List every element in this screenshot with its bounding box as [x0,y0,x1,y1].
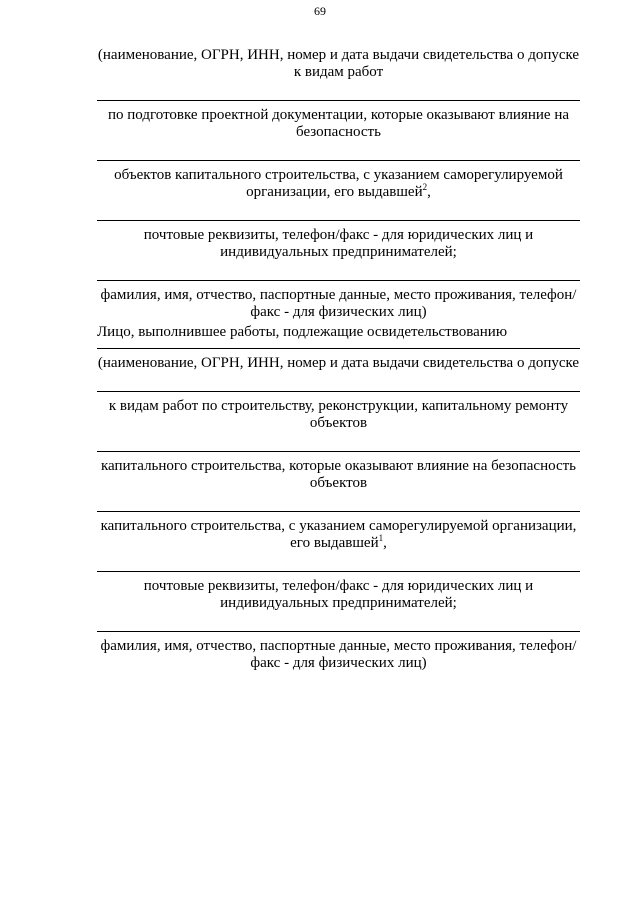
caption-tail: , [427,184,431,200]
field-caption [97,398,580,432]
caption-text: по подготовке проектной документации, которые оказывают влияние на безопасность [107,107,570,140]
body-text [97,324,580,341]
caption-text: к видам работ по строительству, реконструкции, капитальному ремонту объектов [108,398,569,431]
field-caption [97,518,580,552]
field-caption [97,227,580,261]
field-caption [97,578,580,612]
field-caption [97,638,580,672]
page-number: 69 [314,4,326,18]
caption-text: капитального строительства, которые оказывают влияние на безопасность объектов [100,458,577,491]
fill-in-line [97,511,580,512]
footnote-marker: 2 [422,182,428,192]
caption-text: Лицо, выполнившее работы, подлежащие освидетельствованию [97,324,508,340]
caption-text: объектов капитального строительства, с указанием саморегулируемой организации, его выдавшей [114,167,563,200]
fill-in-line [97,100,580,101]
fill-in-line [97,348,580,349]
caption-text: фамилия, имя, отчество, паспортные данные, место проживания, телефон/факс - для физических лиц) [100,638,577,671]
fill-in-line [97,451,580,452]
document-body [97,47,580,672]
fill-in-line [97,220,580,221]
caption-text: (наименование, ОГРН, ИНН, номер и дата выдачи свидетельства о допуске к видам работ [97,47,580,80]
caption-text: фамилия, имя, отчество, паспортные данные, место проживания, телефон/факс - для физических лиц) [100,287,577,320]
caption-text: (наименование, ОГРН, ИНН, номер и дата выдачи свидетельства о допуске [97,355,580,371]
fill-in-line [97,571,580,572]
field-caption [97,287,580,321]
fill-in-line [97,631,580,632]
fill-in-line [97,280,580,281]
footnote-marker: 1 [378,533,384,543]
field-caption [97,47,580,81]
caption-text: капитального строительства, с указанием саморегулируемой организации, его выдавшей [100,518,577,551]
fill-in-line [97,391,580,392]
caption-text: почтовые реквизиты, телефон/факс - для юридических лиц и индивидуальных предпринимателей; [143,578,534,611]
field-caption [97,355,580,372]
field-caption [97,458,580,492]
fill-in-line [97,160,580,161]
field-caption [97,107,580,141]
caption-text: почтовые реквизиты, телефон/факс - для юридических лиц и индивидуальных предпринимателей; [143,227,534,260]
field-caption [97,167,580,201]
caption-tail: , [383,535,387,551]
